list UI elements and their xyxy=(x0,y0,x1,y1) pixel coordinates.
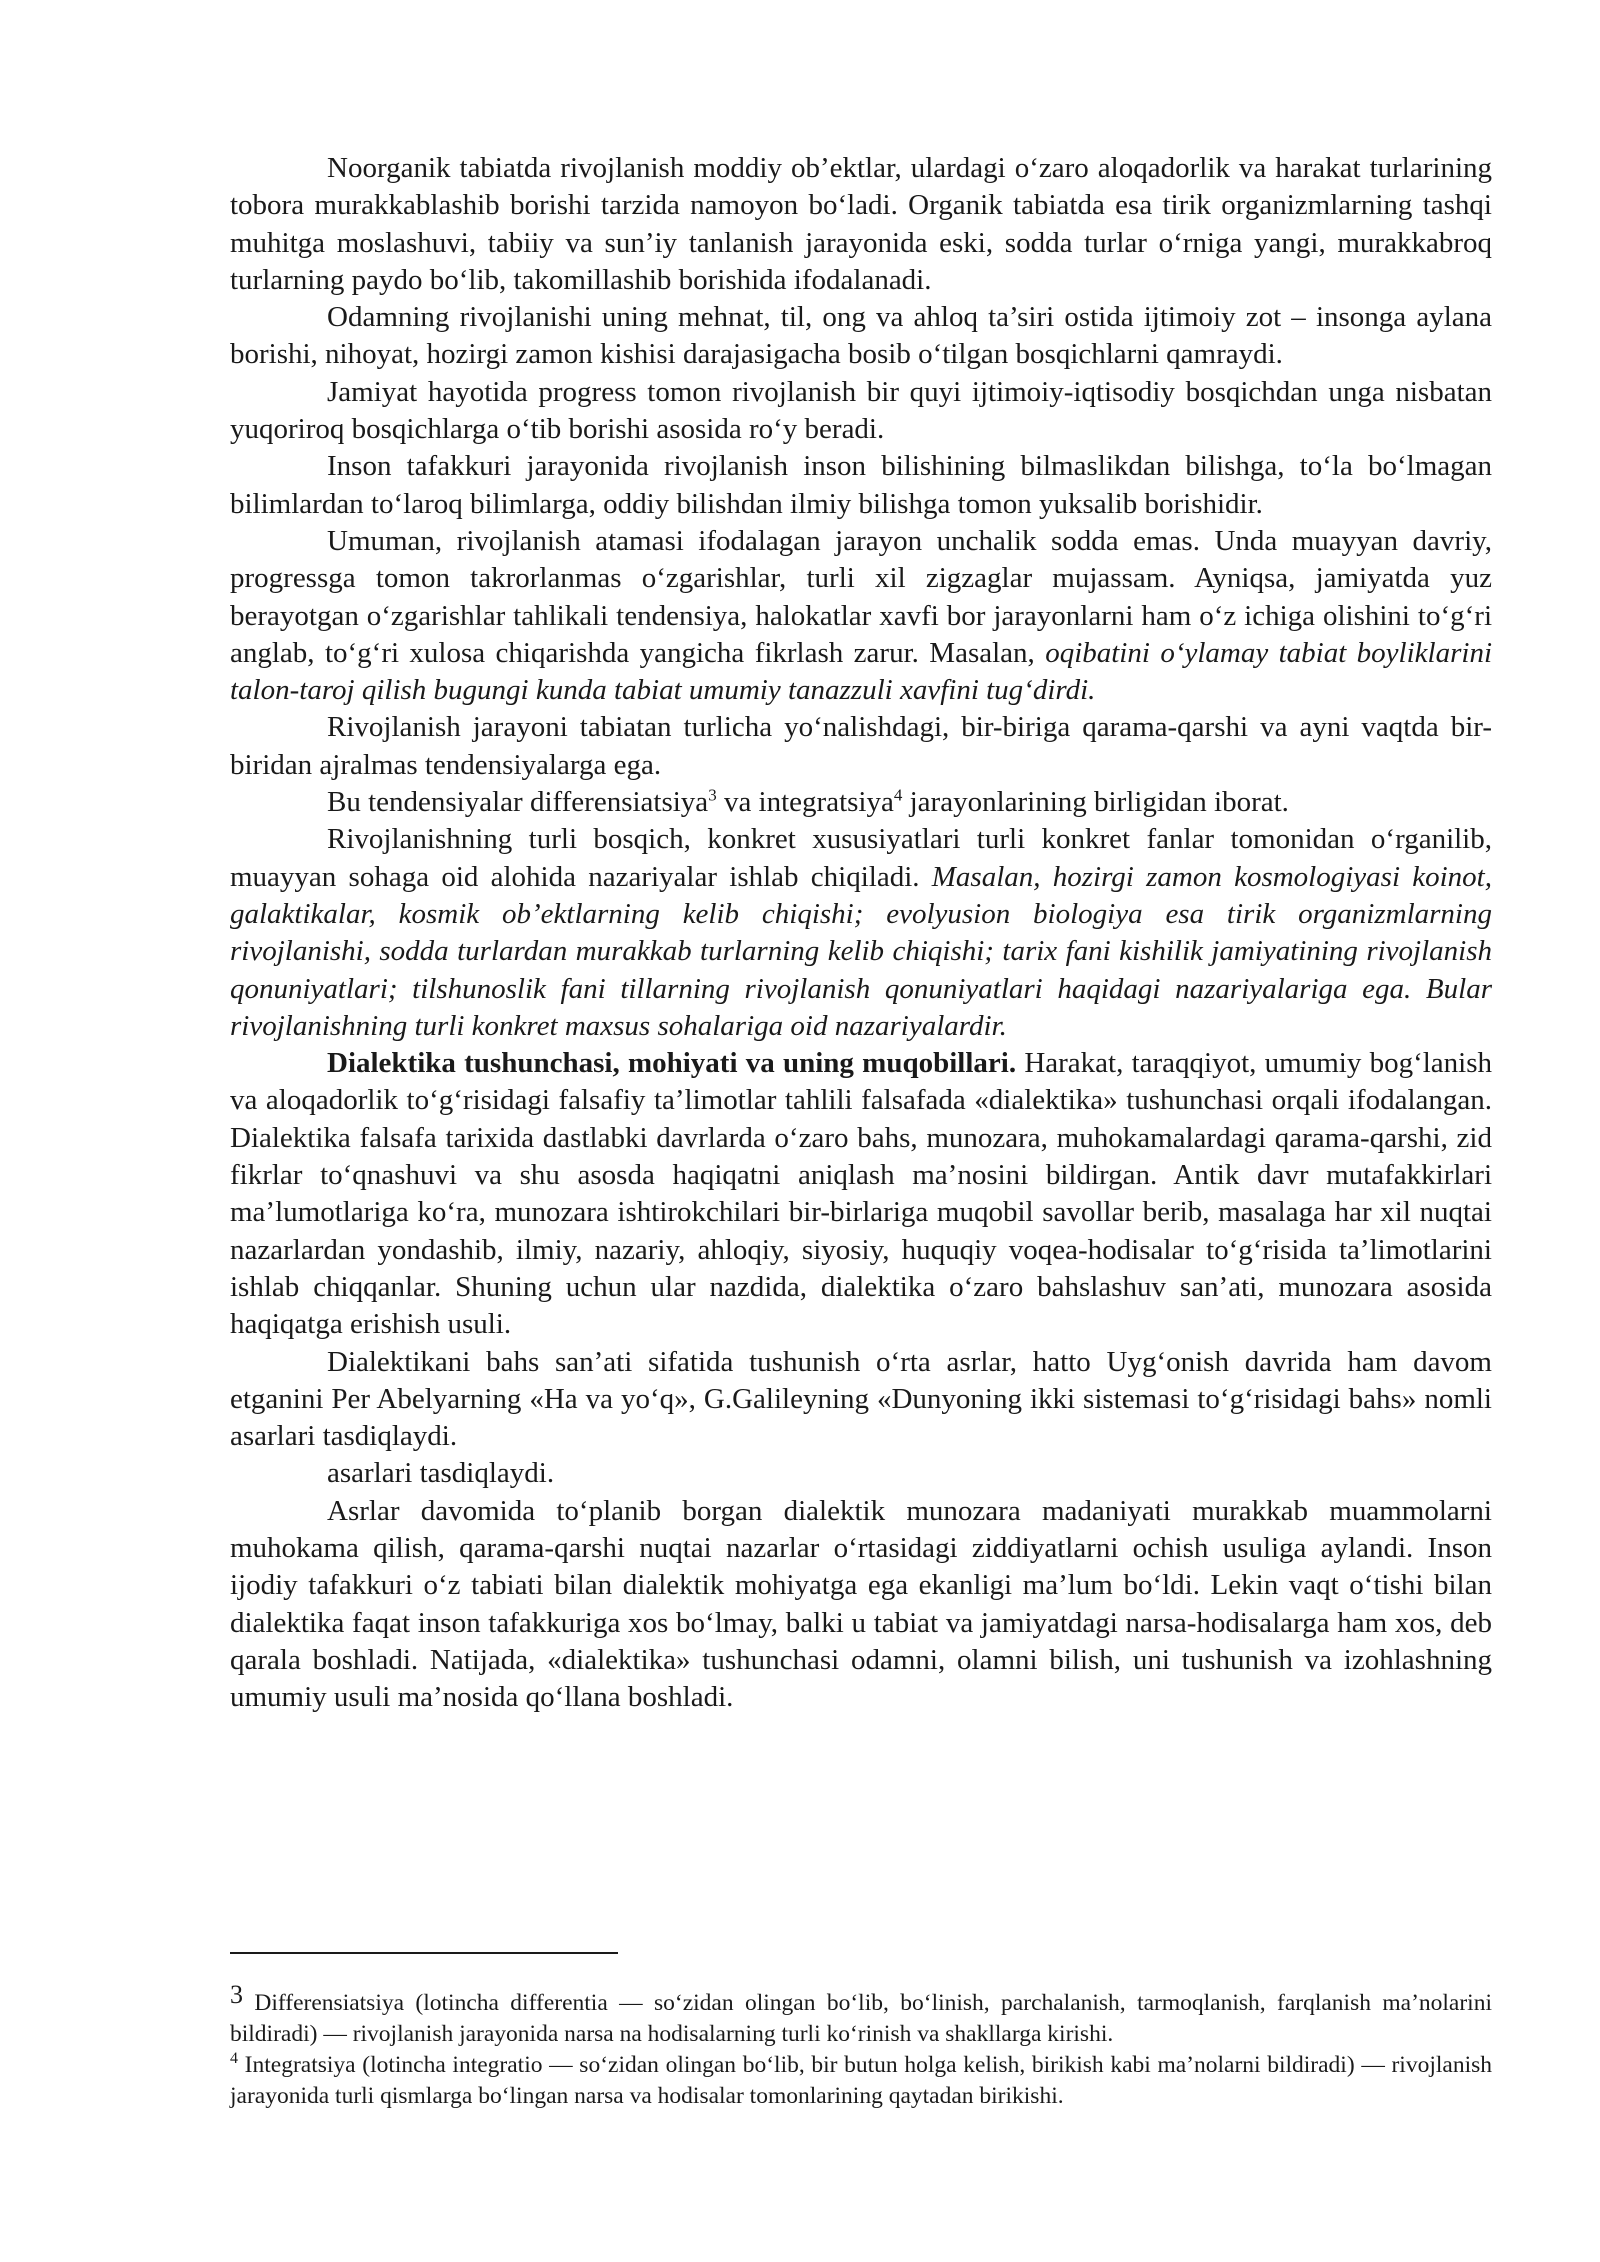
paragraph-art-of-debate: Dialektikani bahs san’ati sifatida tushunish o‘rta asrlar, hatto Uyg‘onish davrida ham davom etganini Per Abelyarning «Ha va yo‘q», G.Galileyning «Dunyoning ikki sistemasi to‘g‘risidagi bahs» nomli asarlari tasdiqlaydi. xyxy=(230,1345,1492,1453)
footnote-mark: 4 xyxy=(230,2050,238,2068)
paragraph-inorganic-nature: Noorganik tabiatda rivojlanish moddiy ob’ektlar, ulardagi o‘zaro aloqadorlik va harakat turlarining tobora murakkablashib borishi tarzida namoyon bo‘ladi. Organik tabiatda esa tirik organizmlarning tashqi muhitga moslashuvi, tabiiy va sun’iy tanlanish jarayonida eski, sodda turlar o‘rniga yangi, murakkabroq turlarning paydo bo‘lib, takomillashib borishida ifodalanadi. xyxy=(230,152,1492,296)
paragraph-dialectics-concept xyxy=(230,1045,1492,1343)
italic-example: oqibatini o‘ylamay tabiat boyliklarini talon-taroj qilish bugungi kunda tabiat umumiy tanazzuli xavfini tug‘dirdi. xyxy=(230,636,1492,707)
paragraph-human-thinking: Inson tafakkuri jarayonida rivojlanish inson bilishining bilmaslikdan bilishga, to‘la bo‘lmagan bilimlardan to‘laroq bilimlarga, oddiy bilishdan ilmiy bilishga tomon yuksalib borishidir. xyxy=(230,450,1492,520)
footnote-4 xyxy=(230,2050,1492,2112)
document-body xyxy=(230,150,1492,1716)
footnote-mark: 3 xyxy=(230,1980,243,2009)
footnote-text: Differensiatsiya (lotincha differentia — so‘zidan olingan bo‘lib, bo‘linish, parchalanish, tarmoqlanish, farqlanish ma’nolarini bildiradi) — rivojlanish jarayonida narsa na hodisalarning turli ko‘rinish va shakllarga kirishi. xyxy=(230,1990,1492,2047)
footnote-text: Integratsiya (lotincha integratio — so‘zidan olingan bo‘lib, bir butun holga kelish, birikish kabi ma’nolarni bildiradi) — rivojlanish jarayonida turli qismlarga bo‘lingan narsa va hodisalar tomonlarining qaytadan birikishi. xyxy=(230,2052,1492,2109)
paragraph-text: va integratsiya xyxy=(716,786,894,819)
paragraph-fragment: asarlari tasdiqlaydi. xyxy=(327,1457,555,1490)
footnote-ref-3[interactable]: 3 xyxy=(708,785,717,805)
paragraph-text: Umuman, rivojlanish atamasi ifodalagan jarayon unchalik sodda emas. Unda muayyan davriy, progressga tomon takrorlanmas o‘zgarishlar, turli xil zigzaglar mujassam. Ayniqsa, jamiyatda yuz berayotgan o‘zgarishlar tahlikali tendensiya, halokatlar xavfi bor jarayonlarni ham o‘z ichiga olishini to‘g‘ri anglab, to‘g‘ri xulosa chiqarishda yangicha fikrlash zarur. Masalan, xyxy=(230,524,1492,669)
footnote-3 xyxy=(230,1980,1492,2050)
paragraph-society-progress: Jamiyat hayotida progress tomon rivojlanish bir quyi ijtimoiy-iqtisodiy bosqichdan unga nisbatan yuqoriroq bosqichlarga o‘tib borishi asosida ro‘y beradi. xyxy=(230,375,1492,446)
paragraph-tendencies xyxy=(230,784,1492,821)
footnotes xyxy=(230,1980,1492,2112)
paragraph-dialectic-culture: Asrlar davomida to‘planib borgan dialektik munozara madaniyati murakkab muammolarni muhokama qilish, qarama-qarshi nuqtai nazarlar o‘rtasidagi ziddiyatlarni ochish usuliga aylandi. Inson ijodiy tafakkuri o‘z tabiati bilan dialektik mohiyatga ega ekanligi ma’lum bo‘ldi. Lekin vaqt o‘tishi bilan dialektika faqat inson tafakkuriga xos bo‘lmay, balki u tabiat va jamiyatdagi narsa-hodisalarga ham xos, deb qarala boshladi. Natijada, «dialektika» tushunchasi odamni, olamni bilish, uni tushunish va izohlashning umumiy usuli ma’nosida qo‘llana boshladi. xyxy=(230,1494,1492,1714)
paragraph-text: jarayonlarining birligidan iborat. xyxy=(902,786,1289,819)
paragraph-development-process: Rivojlanish jarayoni tabiatan turlicha yo‘nalishdagi, bir-biriga qarama-qarshi va ayni vaqtda bir-biridan ajralmas tendensiyalarga ega. xyxy=(230,711,1492,781)
paragraph-concrete-sciences xyxy=(230,821,1492,1045)
italic-example: Masalan, hozirgi zamon kosmologiyasi koinot, galaktikalar, kosmik ob’ektlarning kelib chiqishi; evolyusion biologiya esa tirik organizmlarning rivojlanishi, sodda turlardan murakkab turlarning kelib chiqishi; tarix fani kishilik jamiyatining rivojlanish qonuniyatlari; tilshunoslik fani tillarning rivojlanish qonuniyatlari haqidagi nazariyalariga ega. Bular rivojlanishning turli konkret maxsus sohalariga oid nazariyalardir. xyxy=(230,860,1492,1042)
paragraph-text: Bu tendensiyalar differensiatsiya xyxy=(327,786,709,819)
section-heading: Dialektika tushunchasi, mohiyati va uning muqobillari. xyxy=(327,1047,1017,1080)
paragraph-text: Rivojlanishning turli bosqich, konkret xususiyatlari turli konkret fanlar tomonidan o‘rganilib, muayyan sohaga oid alohida nazariyalar ishlab chiqiladi. xyxy=(230,823,1492,893)
footnote-ref-4[interactable]: 4 xyxy=(893,785,903,805)
footnote-separator xyxy=(230,1952,618,1954)
paragraph-human-development: Odamning rivojlanishi uning mehnat, til, ong va ahloq ta’siri ostida ijtimoiy zot – insonga aylana borishi, nihoyat, hozirgi zamon kishisi darajasigacha bosib o‘tilgan bosqichlarni qamraydi. xyxy=(230,301,1492,371)
paragraph-development-term xyxy=(230,523,1492,709)
paragraph-text: Harakat, taraqqiyot, umumiy bog‘lanish va aloqadorlik to‘g‘risidagi falsafiy ta’limotlar tahlili falsafada «dialektika» tushunchasi orqali ifodalangan. Dialektika falsafa tarixida dastlabki davrlarda o‘zaro bahs, munozara, muhokamalardagi qarama-qarshi, zid fikrlar to‘qnashuvi va shu asosda haqiqatni aniqlash ma’nosini bildirgan. Antik davr mutafakkirlari ma’lumotlariga ko‘ra, munozara ishtirokchilari bir-birlariga muqobil savollar berib, masalaga har xil nuqtai nazarlardan yondashib, ilmiy, nazariy, ahloqiy, siyosiy, huquqiy voqea-hodisalar to‘g‘risida ta’limotlarini ishlab chiqqanlar. Shuning uchun ular nazdida, dialektika o‘zaro bahslashuv san’ati, munozara asosida haqiqatga erishish usuli. xyxy=(230,1047,1493,1341)
